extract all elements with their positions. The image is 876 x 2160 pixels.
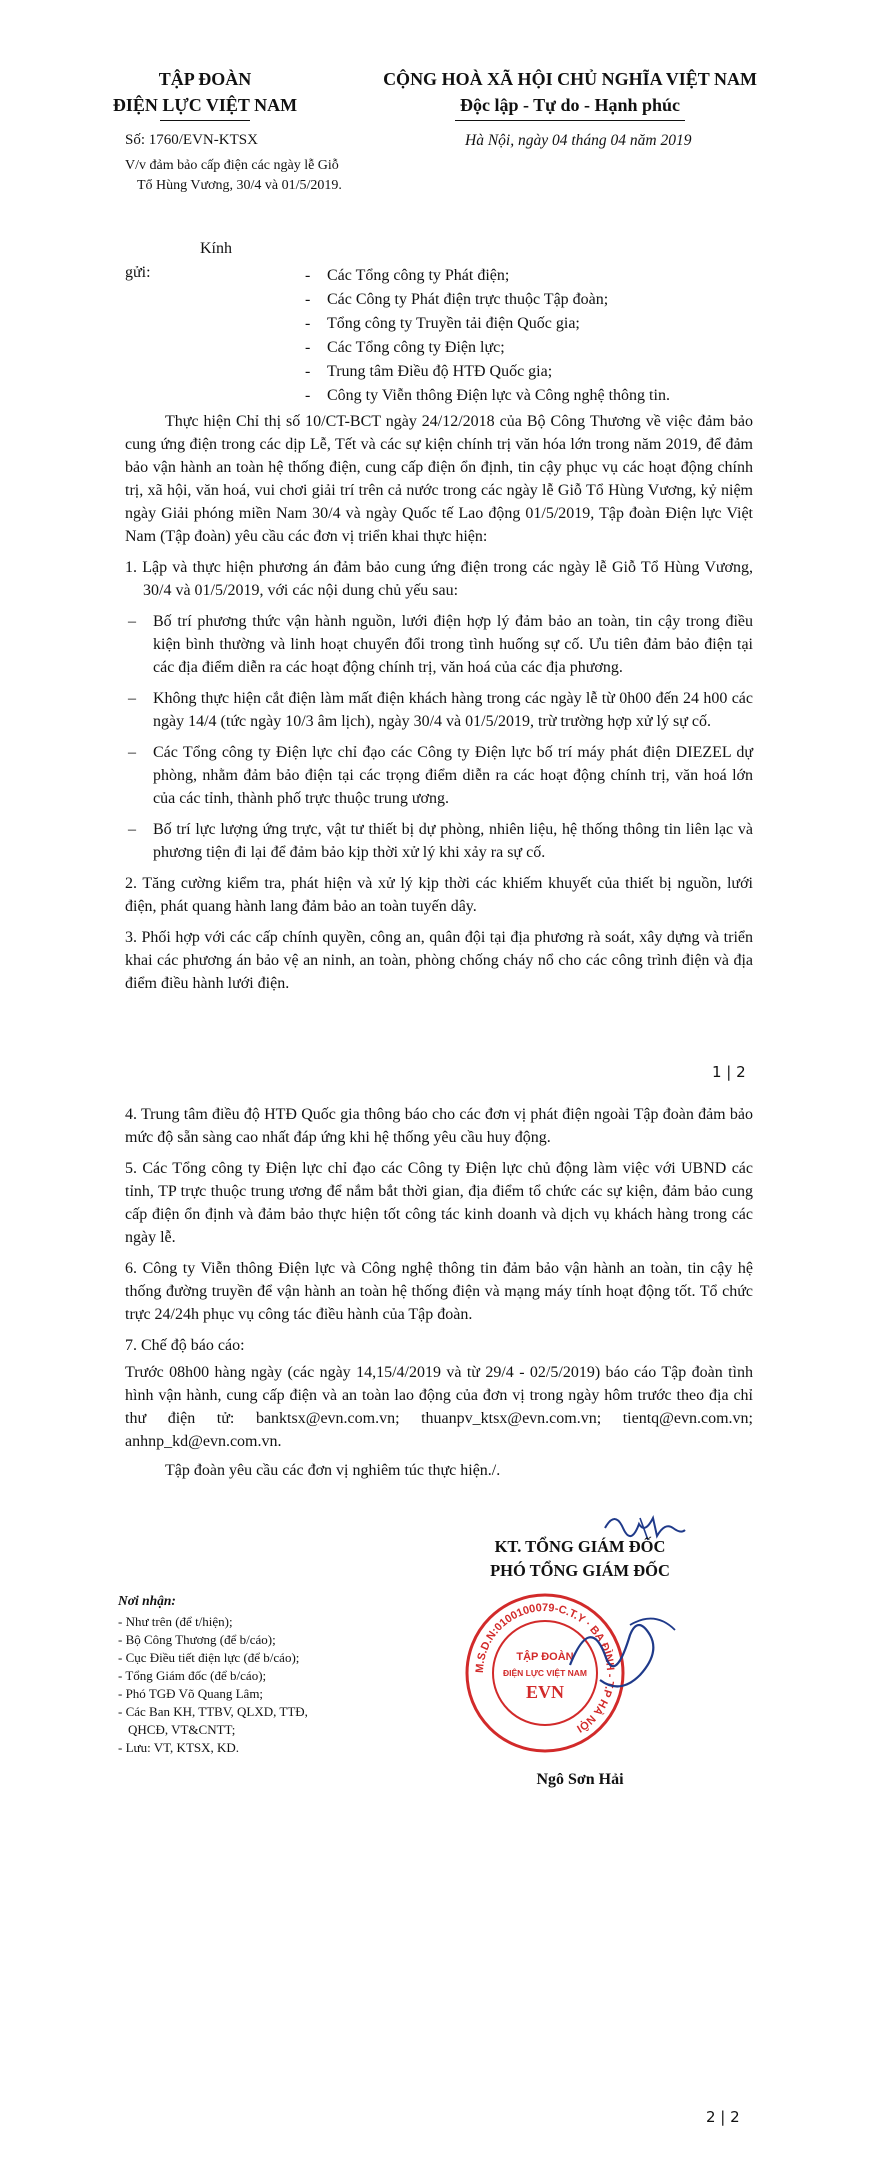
footer-recipient-item: - Như trên (để t/hiện); xyxy=(118,1614,233,1629)
footer-recipient-item: - Bộ Công Thương (để b/cáo); xyxy=(118,1632,276,1647)
bullet-4: – Bố trí lực lượng ứng trực, vật tư thiết bị dự phòng, nhiên liệu, hệ thống thông tin liên lạc và phương tiện đi lại để đảm bảo kịp thời xử lý khi xảy ra sự cố. xyxy=(125,818,753,864)
document-date: Hà Nội, ngày 04 tháng 04 năm 2019 xyxy=(465,132,692,149)
salutation-gui: gửi: xyxy=(125,264,151,281)
body-page-2 xyxy=(125,1103,753,1482)
document-number: Số: 1760/EVN-KTSX xyxy=(125,132,258,148)
stamp-ring-text: M.S.D.N:0100100079-C.T.Y · BA ĐÌNH - T.P HÀ NỘI xyxy=(473,1601,617,1735)
footer-recipient-item: QHCĐ, VT&CNTT; xyxy=(128,1722,236,1737)
subject-line-2: Tổ Hùng Vương, 30/4 và 01/5/2019. xyxy=(137,178,342,193)
closing-line: Tập đoàn yêu cầu các đơn vị nghiêm túc thực hiện./. xyxy=(165,1462,501,1479)
issuer-line-2: ĐIỆN LỰC VIỆT NAM xyxy=(112,95,298,115)
bullet-3: – Các Tổng công ty Điện lực chỉ đạo các Công ty Điện lực bố trí máy phát điện DIEZEL dự phòng, nhằm đảm bảo điện tại các trọng điểm diễn ra các hoạt động chính trị, văn hoá lớn của các tỉnh, thành phố trực thuộc trung ương. xyxy=(125,741,753,810)
signature-title-line-1: KT. TỔNG GIÁM ĐỐC xyxy=(494,1537,666,1556)
signer-name: Ngô Sơn Hải xyxy=(536,1771,624,1788)
issuer-org xyxy=(85,66,325,118)
subject-line-1: V/v đảm bảo cấp điện các ngày lễ Giỗ xyxy=(125,158,339,173)
recipient-item: - Công ty Viễn thông Điện lực và Công nghệ thông tin. xyxy=(305,384,670,408)
stamp-center-1: TẬP ĐOÀN xyxy=(516,1651,574,1663)
footer-recipient-item: - Các Ban KH, TTBV, QLXD, TTĐ, xyxy=(118,1704,308,1719)
footer-recipient-item: - Phó TGĐ Võ Quang Lâm; xyxy=(118,1686,264,1701)
footer-recipient-item: - Lưu: VT, KTSX, KD. xyxy=(118,1740,240,1755)
footer-recipient-item: - Cục Điều tiết điện lực (để b/cáo); xyxy=(118,1650,300,1665)
bullet-1: – Bố trí phương thức vận hành nguồn, lưới điện hợp lý đảm bảo an toàn, tin cậy trong điều kiện bình thường và linh hoạt chuyển đổi trong tình huống sự cố. Ưu tiên đảm bảo điện tại các địa điểm diễn ra các hoạt động chính trị, văn hoá của các địa phương. xyxy=(125,610,753,679)
recipients-footer-title: Nơi nhận: xyxy=(118,1593,176,1608)
body-page-1 xyxy=(125,410,753,995)
handwritten-signature-icon xyxy=(560,1605,690,1705)
recipients-footer-list xyxy=(118,1613,308,1757)
recipient-item: - Trung tâm Điều độ HTĐ Quốc gia; xyxy=(305,360,670,384)
footer-recipient-item: - Tổng Giám đốc (để b/cáo); xyxy=(118,1668,267,1683)
item-7-title: 7. Chế độ báo cáo: xyxy=(125,1337,245,1354)
stamp-center-2: ĐIỆN LỰC VIỆT NAM xyxy=(502,1668,588,1678)
recipient-item: - Các Tổng công ty Phát điện; xyxy=(305,264,670,288)
item-2: 2. Tăng cường kiểm tra, phát hiện và xử lý kịp thời các khiếm khuyết của thiết bị nguồn, lưới điện, phát quang hành lang đảm bảo an toàn tuyến dây. xyxy=(125,875,753,915)
national-motto xyxy=(360,66,780,118)
item-7-text: Trước 08h00 hàng ngày (các ngày 14,15/4/2019 và từ 29/4 - 02/5/2019) báo cáo Tập đoàn tình hình vận hành, cung cấp điện và an toàn lao động của đơn vị trong ngày hôm trước theo địa chỉ thư điện tử: banktsx@evn.com.vn; thuanpv_ktsx@evn.com.vn; tientq@evn.com.vn; anhnp_kd@evn.com.vn. xyxy=(125,1364,753,1450)
issuer-underline xyxy=(160,120,250,121)
signature-title-line-2: PHÓ TỔNG GIÁM ĐỐC xyxy=(490,1561,670,1580)
item-6: 6. Công ty Viễn thông Điện lực và Công nghệ thông tin đảm bảo vận hành an toàn, tin cậy hệ thống đường truyền để vận hành an toàn hệ thống điện và mạng máy tính hoạt động tốt. Tổ chức trực 24/24h phục vụ công tác điều hành của Tập đoàn. xyxy=(125,1260,753,1323)
document-subject xyxy=(125,156,395,196)
issuer-line-1: TẬP ĐOÀN xyxy=(158,69,252,89)
item-5: 5. Các Tổng công ty Điện lực chỉ đạo các Công ty Điện lực chủ động làm việc với UBND các tỉnh, TP trực thuộc trung ương để nắm bắt thời gian, địa điểm tổ chức các sự kiện, đảm bảo cung cấp điện ổn định và đảm bảo thực hiện tốt công tác kinh doanh và dịch vụ khách hàng trong các ngày lễ. xyxy=(125,1160,753,1246)
nation-line-2: Độc lập - Tự do - Hạnh phúc xyxy=(459,95,681,115)
recipient-item: - Các Công ty Phát điện trực thuộc Tập đoàn; xyxy=(305,288,670,312)
recipient-item: - Tổng công ty Truyền tải điện Quốc gia; xyxy=(305,312,670,336)
nation-line-1: CỘNG HOÀ XÃ HỘI CHỦ NGHĨA VIỆT NAM xyxy=(383,69,757,89)
page-number-1: 1 | 2 xyxy=(712,1063,746,1081)
salutation-kinh: Kính xyxy=(200,240,232,257)
signature-title xyxy=(400,1535,760,1583)
stamp-center-3: EVN xyxy=(525,1682,565,1702)
bullet-2: – Không thực hiện cắt điện làm mất điện khách hàng trong các ngày lễ từ 0h00 đến 24 h00 các ngày 14/4 (tức ngày 10/3 âm lịch), ngày 30/4 và 01/5/2019, trừ trường hợp xử lý sự cố. xyxy=(125,687,753,733)
item-3: 3. Phối hợp với các cấp chính quyền, công an, quân đội tại địa phương rà soát, xây dựng và triển khai các phương án bảo vệ an ninh, an toàn, phòng chống cháy nổ cho các công trình điện và địa điểm điều hành lưới điện. xyxy=(125,929,753,992)
intro-paragraph: Thực hiện Chỉ thị số 10/CT-BCT ngày 24/12/2018 của Bộ Công Thương về việc đảm bảo cung ứng điện trong các dịp Lễ, Tết và các sự kiện chính trị văn hóa lớn trong năm 2019, để đảm bảo vận hành an toàn hệ thống điện, cung cấp điện ổn định, tin cậy phục vụ các hoạt động chính trị, xã hội, văn hoá, vui chơi giải trí trên cả nước trong các ngày lễ Giỗ Tổ Hùng Vương, kỷ niệm ngày Giải phóng miền Nam 30/4 và ngày Quốc tế Lao động 01/5/2019, Tập đoàn Điện lực Việt Nam (Tập đoàn) yêu cầu các đơn vị triển khai thực hiện: xyxy=(125,413,753,545)
item-1: 1. Lập và thực hiện phương án đảm bảo cung ứng điện trong các ngày lễ Giỗ Tổ Hùng Vương, 30/4 và 01/5/2019, với các nội dung chủ yếu sau: xyxy=(125,559,753,599)
recipient-list xyxy=(305,264,670,408)
page-number-2: 2 | 2 xyxy=(706,2108,740,2126)
recipient-item: - Các Tổng công ty Điện lực; xyxy=(305,336,670,360)
item-4: 4. Trung tâm điều độ HTĐ Quốc gia thông báo cho các đơn vị phát điện ngoài Tập đoàn đảm bảo mức độ sẵn sàng cao nhất đáp ứng khi hệ thống yêu cầu huy động. xyxy=(125,1106,753,1146)
motto-underline xyxy=(455,120,685,121)
